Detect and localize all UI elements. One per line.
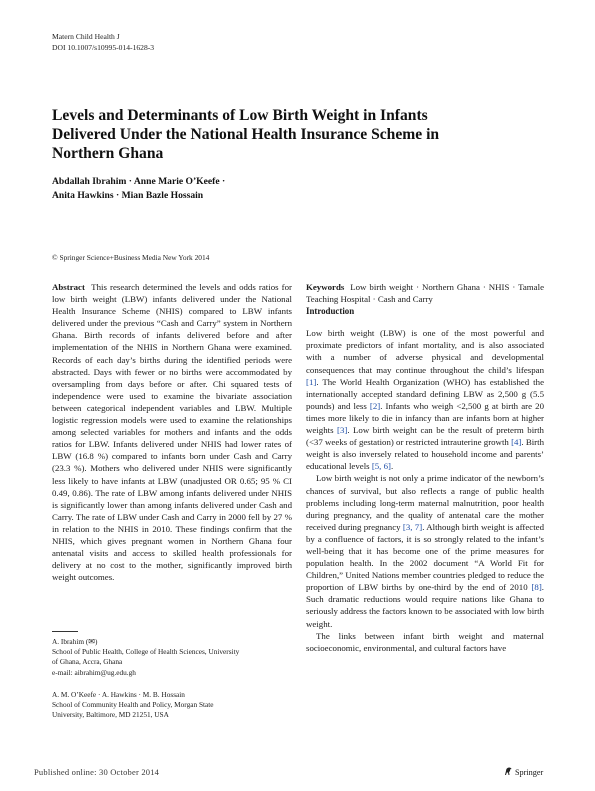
intro-p1-text-c: . Infants who weigh <2,500 g at birth are 20 times more likely to die in infancy than are infants born at higher weights	[306, 400, 544, 436]
envelope-icon: ✉	[88, 637, 95, 646]
journal-name: Matern Child Health J	[52, 32, 120, 41]
affiliation-1-line-2: of Ghana, Accra, Ghana	[52, 657, 123, 667]
publisher-logo	[503, 766, 543, 777]
intro-p1-text-a: Low birth weight (LBW) is one of the most powerful and proximate predictors of infant mortality, and is also associated with a number of adverse physical and developmental consequences that may continue throughout the child’s lifespan	[306, 328, 544, 375]
right-column	[306, 281, 544, 654]
affiliation-2-names: A. M. O’Keefe · A. Hawkins · M. B. Hossain	[52, 690, 185, 699]
citation-4[interactable]: [4]	[511, 437, 522, 448]
keywords-label: Keywords	[306, 282, 345, 292]
springer-horse-icon	[503, 766, 513, 776]
intro-p1-text-b: . The World Health Organization (WHO) has established the internationally accepted standard defining LBW as 2,500 g (5.5 pounds) and less	[306, 376, 544, 411]
intro-paragraph-2	[306, 472, 544, 629]
intro-p1-text-f: .	[390, 461, 394, 472]
abstract-column	[52, 281, 292, 583]
abstract-label: Abstract	[52, 282, 85, 292]
corresponding-author: A. Ibrahim (✉)	[52, 637, 98, 646]
affiliation-2-line-2: University, Baltimore, MD 21251, USA	[52, 710, 169, 720]
intro-p2-text-a: Low birth weight is not only a prime indicator of the newborn’s chances of survival, but also reflects a range of public health problems including long-term maternal malnutrition, poor health during pregnancy, and the quality of antenatal care the mother received during pregnancy	[306, 473, 544, 532]
footnote-divider	[52, 631, 78, 632]
affiliation-1-line-1: School of Public Health, College of Health Sciences, University	[52, 647, 240, 657]
intro-p1-text-d: . Low birth weight can be the result of preterm birth (<37 weeks of gestation) or restricted intrauterine growth	[306, 425, 544, 448]
citation-5-6[interactable]: [5, 6]	[371, 461, 391, 472]
citation-1[interactable]: [1]	[306, 376, 317, 387]
citation-2[interactable]: [2]	[369, 400, 381, 411]
affiliation-1-email[interactable]: e-mail: aibrahim@ug.edu.gh	[52, 667, 136, 677]
affiliation-block-1	[52, 637, 239, 678]
citation-8[interactable]: [8]	[531, 582, 542, 593]
abstract-text: This research determined the levels and odds ratios for low birth weight (LBW) infants delivered under the National Health Insurance Scheme (NHIS) compared to LBW infants delivered under the previous “Cash and Carry” system in Northern Ghana. Birth records of infants delivered before and after implementation of the NHIS in Northern Ghana were examined. Records of each day’s births during the identified periods were abstracted. Days with fewer or no births were accommodated by oversampling from days before or after. Chi squared tests of independence were used to examine the bivariate association between categorical independent variables and LBW. Multiple logistic regression models were used to examine the relationships among selected variables for mothers and infants and the odds ratios for LBW. Infants delivered under NHIS had lower rates of LBW (16.8 %) compared to infants born under Cash and Carry (23.3 %). Mothers who delivered under NHIS were significantly less likely to have infants at LBW (unadjusted OR 0.65; 95 % CI 0.49, 0.86). The rate of LBW among infants delivered under NHIS is significantly lower than among infants delivered under Cash and Carry. The rate of LBW under Cash and Carry in 2000 fell by 27 % in relation to the NHIS in 2010. These findings confirm that the NHIS, which gives pregnant women in Northern Ghana four antenatal visits and access to skilled health professionals for delivery at no cost to the mother, significantly improved birth weight outcomes.	[52, 282, 292, 583]
copyright-notice: © Springer Science+Business Media New York 2014	[52, 253, 210, 262]
doi[interactable]: DOI 10.1007/s10995-014-1628-3	[52, 42, 155, 52]
publisher-name: Springer	[515, 768, 544, 777]
keywords-text: Low birth weight · Northern Ghana · NHIS · Tamale Teaching Hospital · Cash and Carry	[306, 282, 544, 305]
affiliation-1-name: A. Ibrahim	[52, 637, 85, 646]
article-title: Levels and Determinants of Low Birth Weight in Infants Delivered Under the National Health Insurance Scheme in Northern Ghana	[52, 107, 440, 162]
affiliation-2-line-1: School of Community Health and Policy, Morgan State	[52, 700, 214, 710]
intro-p2-text-c: . Such dramatic reductions would require nations like Ghana to seriously address the factors known to be associated with low birth weight.	[306, 582, 544, 629]
citation-3-7[interactable]: [3, 7]	[402, 521, 423, 532]
author-list	[52, 175, 225, 202]
authors-line-2: Anita Hawkins · Mian Bazle Hossain	[52, 189, 204, 201]
intro-p2-text-b: . Although birth weight is affected by a confluence of factors, it is so strongly related to the infant’s well-being that it has become one of the prime measures for population health. In the 2002 document “A World Fit for Children,” United Nations member countries pledged to reduce the proportion of LBW births by one-third by the end of 2010	[306, 521, 545, 593]
introduction-heading: Introduction	[306, 306, 355, 317]
affiliation-block-2	[52, 690, 214, 721]
intro-paragraph-1	[306, 327, 544, 472]
journal-header	[52, 32, 154, 53]
intro-paragraph-3: The links between infant birth weight and maternal socioeconomic, environmental, and cultural factors have	[306, 630, 544, 653]
intro-p1-text-e: . Birth weight is also inversely related to household income and parents’ educational levels	[306, 437, 544, 472]
authors-line-1: Abdallah Ibrahim · Anne Marie O’Keefe ·	[52, 176, 226, 187]
citation-3[interactable]: [3]	[337, 425, 348, 436]
published-online-date: Published online: 30 October 2014	[34, 767, 160, 777]
abstract-paragraph	[52, 281, 292, 583]
keywords-paragraph	[306, 281, 544, 305]
